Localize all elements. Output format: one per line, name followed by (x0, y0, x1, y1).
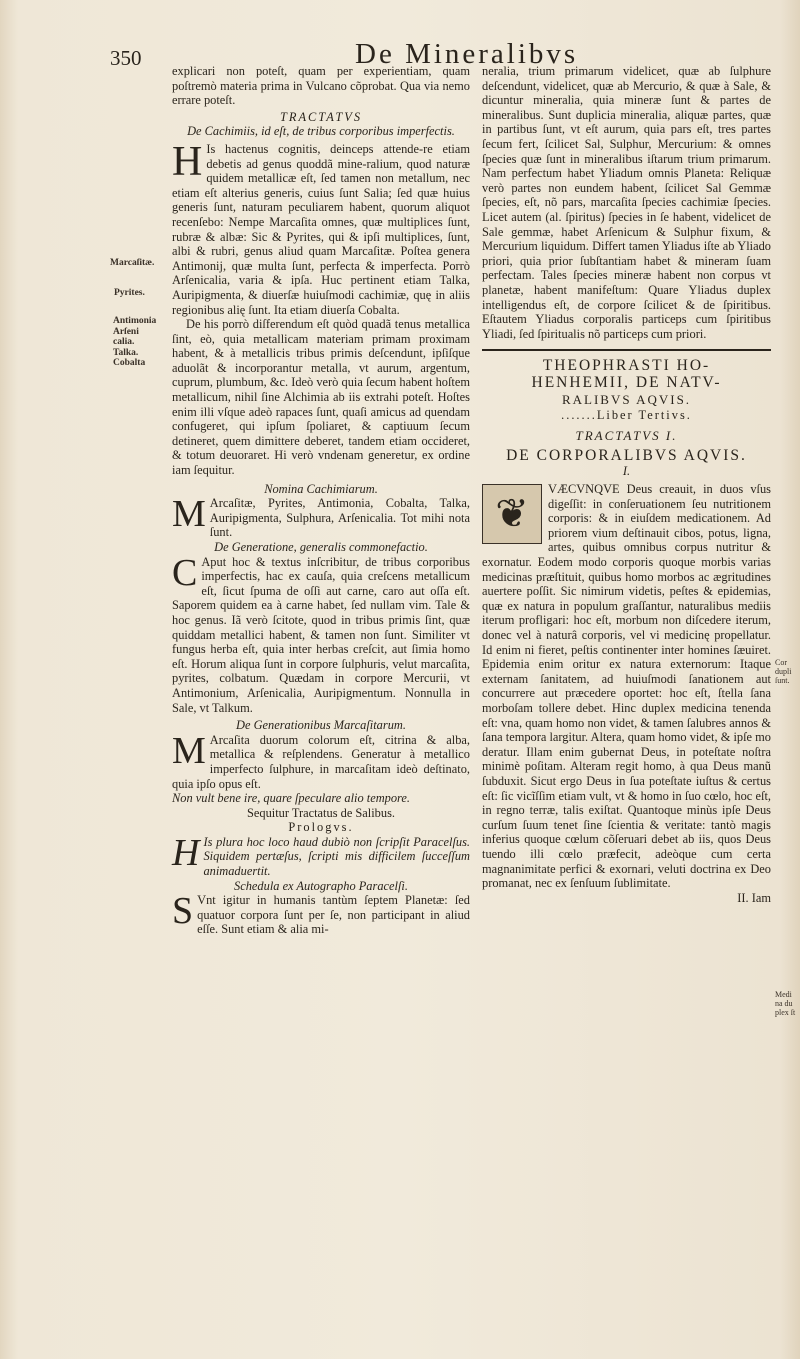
section-heading: Schedula ex Autographo Paracelſi. (234, 878, 408, 893)
margin-note-antimonia: Antimonia Arſeni calia. Talka. Cobalta (113, 316, 157, 368)
paragraph: explicari non poteſt, quam per experientiam, quam poſtremò materia prima in Vulcano cõprobat. Qua via nemo errare poteſt. (172, 64, 470, 108)
drop-cap: M (172, 729, 206, 772)
book-title-line: THEOPHRASTI HO- (542, 357, 711, 375)
catchword: II. Iam (737, 890, 771, 905)
paragraph: VÆCVNQVE Deus creauit, in duos vſus digeſſit: in conſeruationem ſeu nutritionem corporis: & in eiuſdem medicationem. Ad priorem vium deſtinauit cibos, potus, ligna, artes, quibus omnibus corpus nutritur & exornatur. Eodem modo corporis quoque morbis varias medicinas præſtituit, quibus homo morbos ac ægritudines auertere poſſit. Sic nimirum videtis, peſtes & epidemias, quæ ex natura in populum graſſantur, naturalibus mediis iterum profligari: hoc eſt, morbum non diſcedere iterum, donec vel à naturâ corporis, vel vi medicinę propellatur. Id enim ni fieret, peſtis continenter inter homines ſæuiret. Epidemia enim oritur ex natura externorum: Itaque externam ſanitatem, ad huiuſmodi ſanationem aut concurrere aut præcedere oportet: hoc eſt, ſtella ſana morboſam tollere debet. Hinc duplex medicina tenenda eſt: vna, quam homo non videt, & tamen ſalubres annos & ſana tempora largitur. Altera, quam homo videt, & ipſe mo deratur. Illam enim gubernat Deus, in poteſtate noſtra minimè poſitam. Alteram regit homo, à qua Deus manũ ſubduxit. Sicut ergo Deus in ſua poteſtate iuſtus & certus eſt: ſic vicĩſſim etiam vult, vt & homo in ſuo cœlo, hoc eſt, in regno terræ, talis exiſtat. Quantoque minùs ipſe Deus curſum ſuum tenet ſine ſcientia & veritate: tantò magis inferius quoque cœlum cõſeruari debet ab iis, quos Deus tuendo illi cœlo præfecit, adeòque cum certa magnanimitate perfici & exornari, veluti doctrina ex Deo promanat, nec ex ſenſuum ſublimitate. (482, 482, 771, 891)
section-heading: Nomina Cachimiarum. (264, 481, 378, 496)
section-heading: TRACTATVS I. (575, 427, 678, 443)
book-title-line: RALIBVS AQVIS. (561, 392, 692, 408)
book-number: .......Liber Tertivs. (561, 408, 692, 423)
section-subtitle: De Cachimiis, id eſt, de tribus corporibus imperfectis. (187, 124, 455, 139)
section-heading: TRACTATVS (279, 109, 363, 124)
paragraph: Aput hoc & textus inſcribitur, de tribus corporibus imperfectis, hac ex cauſa, quia creſcens metallicum eſt, ſicut ſpuma de oſſi aut carne, caro aut oſſa eſt. Saporem quidem ea à carne habet, ſed nullam vim. Tale & hoc genus. Iã verò ſcitote, quod in tribus primis ſint, quæ quiddam metallici habent, & tamen non ſunt. Similiter vt fungus herba eſt, quia inter herbas creſcit, aut ſimia homo eſt. Horum aliqua ſunt in corpore ſulphuris, velut marcaſita, pyrites, colbatum. Quædam in corpore Mercurii, vt Antimonium, Arſenicalia, Auripigmentum. Nonnulla in Sale, vt Talkum. (172, 554, 470, 715)
right-column (482, 64, 771, 905)
divider-rule (482, 349, 771, 351)
chapter-number: I. (622, 464, 631, 479)
ornamental-initial-icon: ❦ (482, 484, 542, 544)
paragraph: Vnt igitur in humanis tantùm ſeptem Planetæ: ſed quatuor corpora ſunt per ſe, non participant in aliud eſſe. Sunt etiam & alia mi- (197, 893, 470, 937)
paragraph: Is hactenus cognitis, deinceps attende-re etiam debetis ad genus quoddã mine-ralium, quod naturæ quidem metallicæ eſt, ſed tamen non metallum, nec etiam eſt alterius generis, cuius ſunt Salia; ſed quæ huius generis ſunt, naturam peculiarem habent, quorum aliquot recenſebo: Nempe Marcaſita omnes, quæ multiplices ſunt, rubræ & albæ: Sic & Pyrites, qui & ipſi multiplices, ſunt, albi & rubri, genus aliud quam Marcaſitæ. Poſtea genera Antimonij, quæ multa ſunt, perfecta & imperfecta. Porrò Arſenicalia, varia & ipſa. Huc pertinent etiam Talka, Auripigmenta, & diuerſæ huiuſmodi cachimiæ, quę in aliis regionibus alię ſunt. Ita etiam diuerſa Cobalta. (172, 141, 470, 317)
drop-cap: M (172, 493, 206, 536)
drop-cap: H (172, 831, 200, 874)
paragraph: Arcaſita duorum colorum eſt, citrina & alba, metallica & reſplendens. Generatur à metallico imperfecto ſulphure, in marcaſitam ideò deſtinato, quia ipſo opus eſt. (172, 732, 470, 791)
paragraph: Sequitur Tractatus de Salibus. (247, 805, 395, 820)
section-heading: De Generatione, generalis commonefactio. (214, 540, 428, 554)
book-title-line: HENHEMII, DE NATV- (531, 374, 722, 392)
margin-note-corpora: Cor dupli ſunt. (775, 658, 792, 685)
paragraph: Non vult bene ire, quare ſpeculare alio tempore. (172, 791, 411, 806)
margin-note-marcasitae: Marcaſitæ. (110, 258, 155, 268)
running-head: De Mineralibvs (355, 38, 579, 70)
drop-cap: S (172, 890, 194, 933)
drop-cap: H (172, 138, 203, 185)
section-heading: Prologvs. (288, 820, 354, 835)
paragraph: Arcaſitæ, Pyrites, Antimonia, Cobalta, Talka, Auripigmenta, Sulphura, Arſenicalia. Tot mihi nota ſunt. (209, 496, 470, 540)
margin-note-pyrites: Pyrites. (114, 288, 145, 298)
paragraph: neralia, trium primarum videlicet, quæ ab ſulphure deſcendunt, videlicet, quæ ab Mercurio, & quæ à Sale, & dicuntur mineralia, quia mineræ ſunt & partes de mineralibus. Sunt duplicia mineralia, aliquæ partes, quæ in partibus ſunt, vt eſt aurum, quia pars eſt, tres partes ſecum fert, ſcilicet Sal, Sulphur, Mercurium: & omnes ſpecies quæ ſunt in mineralibus iſtarum trium primarum. Nam perfectum habet Yliadum omnis Planeta: Reliquæ verò partes non eundem habent, ſcilicet Sal Gemmæ ſpecies, eſt, nõ pars, marcaſita ſpecies cachimiæ ſpecies. Licet autem (al. ſpiritus) ſpecies in ſe habent, videlicet de Sale gemmæ, habet Arſenicum & Sulphur fixum, & Mercurium liquidum. Differt tamen Yliadus iſte ab Yliado priori, quia prior ſubſtantiam habet & mineram ſuam perfectam. Tales ſpecies mineræ habent non corpus vt planetæ, habent manifeſtum: Quare Yliadus duplex intelligendus eſt, de corpore ſcilicet & de ſpiritibus. Eſtautem Yliadus corporalis particeps cum ſpiritibus Yliadi, ſed ſpiritualis nõ particeps cum priori. (482, 64, 771, 341)
margin-note-medicina: Medi na du plex ſt (775, 990, 796, 1017)
chapter-title: DE CORPORALIBVS AQVIS. (506, 447, 747, 465)
paragraph: Is plura hoc loco haud dubiò non ſcripſit Paracelſus. Siquidem pertæſus, ſcripti mis difficilem ſucceſſum animaduertit. (203, 834, 470, 879)
section-heading: De Generationibus Marcaſitarum. (236, 718, 406, 733)
paragraph: De his porrò diſferendum eſt quòd quadã tenus metallica ſint, eò, quia metallicam materiam primam proximam habent, & à metallicis tribus primis deſcendunt, ipſiſque aduolãt & incorporantur metalla, vt aurum, argentum, cuprum, plumbum, &c. Ideò verò quia ſecum habent hoſtem metallicum, nihil ſine Alchimia ab iis extrahi poteſt. Hoſtes enim illi vſque adeò rapaces ſunt, quaſi amicus ad quendam confugeret, qui ipſum ſpoliaret, & captiuum ſecum detineret, quem dimittere deberet, tandem etiam occideret, & totum deuoraret. Hi verò vndenam generetur, ex ordine iam ſequitur. (172, 317, 470, 478)
left-column (172, 64, 470, 937)
drop-cap: C (172, 551, 198, 594)
page-number: 350 (110, 46, 142, 70)
